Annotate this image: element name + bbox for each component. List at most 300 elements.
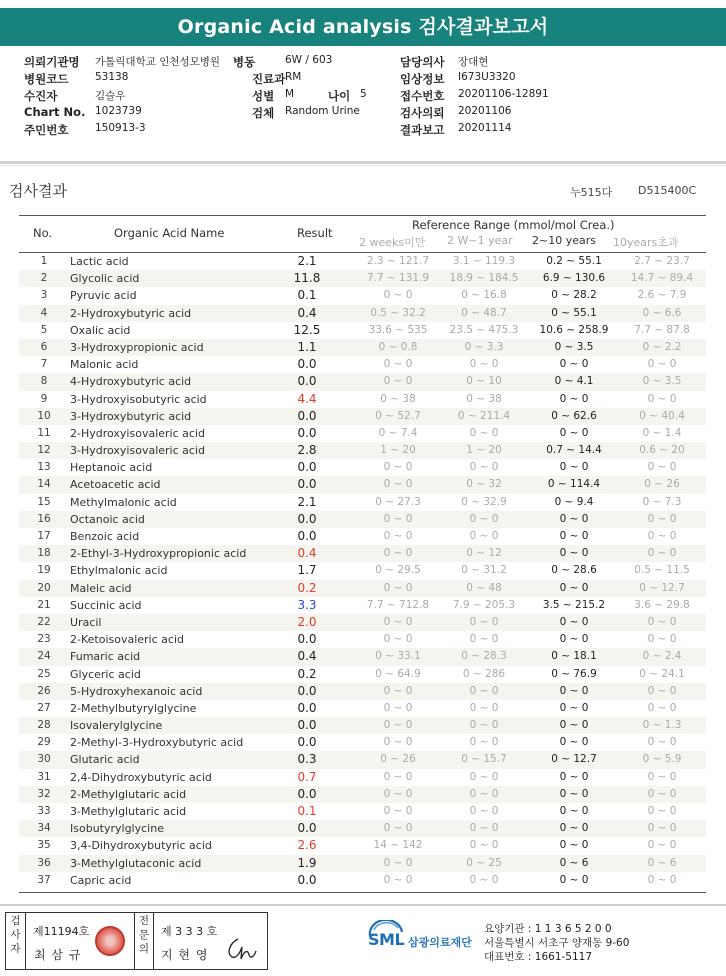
row-range-under-2-weeks: 0 ~ 0 <box>383 461 413 474</box>
institution-value: 가톨릭대학교 인천성모병원 <box>95 56 221 68</box>
row-range-2-10y: 0 ~ 0 <box>559 530 589 542</box>
row-acid-name: Octanoic acid <box>70 512 145 526</box>
row-no: 37 <box>37 873 51 886</box>
row-range-over-10y: 0 ~ 7.3 <box>642 495 682 508</box>
row-range-under-2-weeks: 0 ~ 0 <box>383 822 413 835</box>
row-result: 0.2 <box>297 580 317 595</box>
row-range-2w-1y: 0 ~ 0 <box>469 736 499 749</box>
row-result: 0.0 <box>297 529 317 543</box>
row-range-over-10y: 0 ~ 0 <box>647 358 677 371</box>
header-name: Organic Acid Name <box>114 226 225 240</box>
table-row <box>19 837 706 854</box>
table-row <box>19 373 706 390</box>
tester-label-char: 검 <box>10 915 21 927</box>
hospital-code-value: 53138 <box>95 71 129 83</box>
row-range-over-10y: 0 ~ 0 <box>647 805 677 817</box>
row-acid-name: Capric acid <box>70 873 132 887</box>
clinical-info-value: I673U3320 <box>458 71 516 83</box>
row-range-2w-1y: 7.9 ~ 205.3 <box>452 598 516 611</box>
row-range-over-10y: 0 ~ 2.2 <box>642 340 682 353</box>
table-bottom-line <box>19 892 706 893</box>
row-range-under-2-weeks: 2.3 ~ 121.7 <box>366 255 430 267</box>
row-result: 0.0 <box>297 408 317 423</box>
row-range-2w-1y: 0 ~ 0 <box>469 633 499 646</box>
row-range-2w-1y: 0 ~ 0 <box>469 530 499 542</box>
row-range-2-10y: 0 ~ 0 <box>559 633 589 646</box>
row-range-2w-1y: 0 ~ 0 <box>469 615 499 628</box>
id-no-label: 주민번호 <box>24 123 69 137</box>
header-range-over-10y: 10years초과 <box>613 236 679 249</box>
request-date-label: 검사의뢰 <box>400 106 445 120</box>
row-range-under-2-weeks: 0 ~ 0 <box>383 787 413 800</box>
row-result: 0.0 <box>297 735 317 750</box>
row-range-2-10y: 6.9 ~ 130.6 <box>542 272 606 285</box>
row-range-2w-1y: 0 ~ 0 <box>469 426 499 439</box>
row-acid-name: 4-Hydroxybutyric acid <box>70 375 192 389</box>
row-range-under-2-weeks: 0 ~ 0 <box>383 719 413 732</box>
row-no: 12 <box>37 444 51 457</box>
row-range-2w-1y: 0 ~ 3.3 <box>464 340 504 353</box>
row-range-2w-1y: 0 ~ 32 <box>466 478 502 491</box>
row-result: 0.7 <box>297 769 317 784</box>
row-range-2-10y: 0 ~ 0 <box>559 736 589 749</box>
row-range-2w-1y: 0 ~ 15.7 <box>461 753 507 766</box>
row-no: 4 <box>40 306 48 319</box>
row-range-2w-1y: 0 ~ 0 <box>469 701 499 714</box>
table-row <box>19 442 706 459</box>
specimen-value: Random Urine <box>285 105 360 117</box>
row-no: 33 <box>37 805 51 817</box>
table-row <box>19 855 706 872</box>
signature-box <box>5 912 268 970</box>
row-range-under-2-weeks: 0 ~ 0 <box>383 770 413 783</box>
table-row <box>19 425 706 442</box>
table-row <box>19 511 706 528</box>
reviewer-label-char: 문 <box>138 929 150 941</box>
row-range-under-2-weeks: 0 ~ 0 <box>383 615 413 628</box>
table-row <box>19 408 706 425</box>
row-acid-name: 2-Methylglutaric acid <box>70 787 187 801</box>
row-result: 0.0 <box>297 718 317 733</box>
row-no: 3 <box>40 289 48 302</box>
table-row <box>19 545 706 562</box>
row-no: 35 <box>37 839 51 852</box>
sex-value: M <box>285 88 295 100</box>
row-range-2w-1y: 0 ~ 0 <box>469 770 499 783</box>
row-range-2w-1y: 0 ~ 0 <box>469 512 499 525</box>
row-range-over-10y: 0 ~ 3.5 <box>642 375 682 388</box>
row-range-2w-1y: 0 ~ 0 <box>469 461 499 474</box>
row-range-under-2-weeks: 7.7 ~ 131.9 <box>366 272 430 285</box>
row-no: 15 <box>37 495 51 508</box>
row-acid-name: 2-Ketoisovaleric acid <box>70 633 184 647</box>
row-range-over-10y: 0 ~ 1.3 <box>642 719 682 732</box>
row-result: 0.0 <box>297 425 317 440</box>
row-range-2w-1y: 0 ~ 0 <box>469 358 499 371</box>
table-row <box>19 820 706 837</box>
row-range-2w-1y: 0 ~ 211.4 <box>457 409 511 422</box>
row-no: 1 <box>40 255 48 267</box>
row-acid-name: 5-Hydroxyhexanoic acid <box>70 684 203 698</box>
row-result: 2.1 <box>297 254 317 268</box>
row-no: 6 <box>40 340 48 353</box>
org-address: 서울특별시 서초구 양재동 9-60 <box>484 937 630 949</box>
row-no: 10 <box>37 409 51 422</box>
clinical-info-label: 임상정보 <box>400 72 445 86</box>
row-range-over-10y: 0 ~ 0 <box>647 770 677 783</box>
row-range-under-2-weeks: 7.7 ~ 712.8 <box>366 598 430 611</box>
row-range-2-10y: 0 ~ 0 <box>559 581 589 594</box>
row-range-over-10y: 0 ~ 6.6 <box>642 306 682 319</box>
row-range-under-2-weeks: 0 ~ 0 <box>383 581 413 594</box>
row-range-2-10y: 0 ~ 0 <box>559 547 589 560</box>
row-result: 11.8 <box>293 271 321 286</box>
row-range-under-2-weeks: 0 ~ 33.1 <box>375 650 421 663</box>
row-acid-name: Maleic acid <box>70 581 132 595</box>
footer <box>0 908 726 976</box>
row-range-over-10y: 2.6 ~ 7.9 <box>637 289 687 302</box>
row-acid-name: 2-Ethyl-3-Hydroxypropionic acid <box>70 547 247 561</box>
row-range-over-10y: 0 ~ 0 <box>647 530 677 542</box>
row-range-2-10y: 0 ~ 9.4 <box>554 495 594 508</box>
table-row <box>19 734 706 751</box>
row-acid-name: 2-Hydroxyisovaleric acid <box>70 426 205 440</box>
table-row <box>19 322 706 339</box>
row-range-over-10y: 0 ~ 0 <box>647 787 677 800</box>
row-range-2-10y: 0 ~ 76.9 <box>551 667 597 680</box>
row-range-2-10y: 0.7 ~ 14.4 <box>546 444 602 457</box>
row-result: 0.4 <box>297 649 317 664</box>
row-range-over-10y: 0 ~ 2.4 <box>642 650 682 663</box>
row-range-under-2-weeks: 0 ~ 0 <box>383 547 413 560</box>
table-header <box>19 216 706 252</box>
row-acid-name: Oxalic acid <box>70 323 131 337</box>
row-range-over-10y: 0 ~ 24.1 <box>639 667 685 680</box>
row-range-2-10y: 0 ~ 28.6 <box>551 564 597 577</box>
row-result: 0.0 <box>297 786 317 801</box>
row-no: 26 <box>37 684 51 697</box>
row-result: 0.1 <box>297 804 317 818</box>
row-no: 21 <box>37 598 51 611</box>
row-range-2w-1y: 0 ~ 12 <box>466 547 502 560</box>
row-range-2w-1y: 0 ~ 48.7 <box>461 306 507 319</box>
section-title: 검사결과 <box>9 182 67 200</box>
row-range-2-10y: 0 ~ 114.4 <box>547 478 601 491</box>
row-range-2-10y: 0 ~ 18.1 <box>551 650 597 663</box>
report-code-left: 누515다 <box>570 186 613 199</box>
row-range-2-10y: 0 ~ 0 <box>559 839 589 852</box>
row-range-under-2-weeks: 0 ~ 0 <box>383 375 413 388</box>
row-range-2-10y: 3.5 ~ 215.2 <box>542 598 606 611</box>
doctor-value: 장대현 <box>458 56 489 68</box>
row-result: 2.1 <box>297 494 317 509</box>
table-row <box>19 614 706 631</box>
row-range-over-10y: 2.7 ~ 23.7 <box>634 255 690 267</box>
row-range-2w-1y: 0 ~ 16.8 <box>461 289 507 302</box>
report-code-right: D515400C <box>638 184 697 197</box>
table-row <box>19 528 706 545</box>
row-range-2w-1y: 0 ~ 286 <box>462 667 506 680</box>
row-range-under-2-weeks: 0 ~ 0.8 <box>378 340 418 353</box>
row-result: 0.0 <box>297 357 317 372</box>
row-acid-name: 3-Hydroxyisovaleric acid <box>70 444 205 458</box>
dept-value: RM <box>285 71 302 83</box>
table-row <box>19 872 706 889</box>
row-range-over-10y: 0 ~ 40.4 <box>639 409 685 422</box>
row-result: 0.1 <box>297 288 317 303</box>
row-acid-name: Isobutyrylglycine <box>70 822 164 836</box>
age-value: 5 <box>360 88 367 100</box>
row-range-over-10y: 0 ~ 0 <box>647 822 677 835</box>
header-range-2-10y: 2~10 years <box>532 234 596 247</box>
row-range-2-10y: 0 ~ 3.5 <box>554 340 594 353</box>
row-acid-name: Glutaric acid <box>70 753 140 767</box>
table-row <box>19 494 706 511</box>
row-range-2-10y: 0 ~ 0 <box>559 770 589 783</box>
reviewer-label-char: 의 <box>138 943 150 955</box>
table-row <box>19 666 706 683</box>
receipt-no-value: 20201106-12891 <box>458 88 549 100</box>
row-range-2w-1y: 0 ~ 31.2 <box>461 564 507 577</box>
tester-label <box>6 913 26 969</box>
row-range-under-2-weeks: 0 ~ 52.7 <box>375 409 421 422</box>
row-range-under-2-weeks: 0 ~ 0 <box>383 358 413 371</box>
row-range-under-2-weeks: 0 ~ 27.3 <box>375 495 421 508</box>
row-range-2w-1y: 0 ~ 32.9 <box>461 495 507 508</box>
row-range-under-2-weeks: 0 ~ 0 <box>383 530 413 542</box>
table-row <box>19 339 706 356</box>
table-row <box>19 476 706 493</box>
row-range-under-2-weeks: 0 ~ 0 <box>383 701 413 714</box>
divider <box>0 904 726 906</box>
row-range-over-10y: 0 ~ 0 <box>647 461 677 474</box>
table-row <box>19 786 706 803</box>
row-acid-name: Uracil <box>70 615 102 629</box>
row-range-over-10y: 0 ~ 0 <box>647 736 677 749</box>
row-range-over-10y: 0 ~ 0 <box>647 547 677 560</box>
table-row <box>19 580 706 597</box>
row-no: 17 <box>37 530 51 542</box>
row-range-under-2-weeks: 0 ~ 0 <box>383 512 413 525</box>
tester-name: 최 삼 규 <box>34 948 82 962</box>
row-no: 14 <box>37 478 51 491</box>
row-result: 0.0 <box>297 632 317 647</box>
row-no: 9 <box>40 392 48 405</box>
row-result: 0.2 <box>297 666 317 681</box>
table-row <box>19 356 706 373</box>
row-range-over-10y: 0 ~ 0 <box>647 633 677 646</box>
table-row <box>19 459 706 476</box>
table-row <box>19 287 706 304</box>
row-range-over-10y: 0 ~ 0 <box>647 873 677 886</box>
row-range-over-10y: 0 ~ 0 <box>647 615 677 628</box>
request-date-value: 20201106 <box>458 105 512 117</box>
row-result: 4.4 <box>297 391 317 406</box>
row-range-over-10y: 0.6 ~ 20 <box>639 444 685 457</box>
table-row <box>19 562 706 579</box>
row-acid-name: 3-Hydroxybutyric acid <box>70 409 192 423</box>
row-result: 0.0 <box>297 821 317 836</box>
row-no: 28 <box>37 719 51 732</box>
row-acid-name: Glyceric acid <box>70 667 141 681</box>
row-acid-name: Benzoic acid <box>70 530 140 543</box>
table-row <box>19 803 706 820</box>
row-range-2w-1y: 0 ~ 0 <box>469 684 499 697</box>
row-result: 2.8 <box>297 443 317 458</box>
row-no: 34 <box>37 822 51 835</box>
row-result: 0.4 <box>297 305 317 320</box>
header-result: Result <box>297 226 333 240</box>
row-acid-name: 3-Hydroxyisobutyric acid <box>70 392 207 406</box>
table-row <box>19 683 706 700</box>
chart-no-label: Chart No. <box>24 105 86 119</box>
row-range-under-2-weeks: 0 ~ 0 <box>383 633 413 646</box>
row-range-under-2-weeks: 0 ~ 26 <box>380 753 416 766</box>
row-no: 7 <box>40 358 48 371</box>
row-acid-name: 3-Methylglutaconic acid <box>70 856 202 870</box>
row-no: 13 <box>37 461 51 474</box>
row-range-2-10y: 0 ~ 12.7 <box>551 753 597 766</box>
row-acid-name: 3-Hydroxypropionic acid <box>70 340 204 354</box>
row-no: 24 <box>37 650 51 663</box>
report-date-label: 결과보고 <box>400 123 445 137</box>
row-range-over-10y: 0 ~ 0 <box>647 701 677 714</box>
row-no: 31 <box>37 770 51 783</box>
row-no: 32 <box>37 787 51 800</box>
tester-label-char: 자 <box>10 943 21 955</box>
report-title: Organic Acid analysis 검사결과보고서 <box>0 8 726 46</box>
row-range-under-2-weeks: 0.5 ~ 32.2 <box>370 306 426 319</box>
row-range-over-10y: 3.6 ~ 29.8 <box>634 598 690 611</box>
row-result: 1.1 <box>297 339 317 354</box>
row-range-over-10y: 0 ~ 0 <box>647 839 677 852</box>
tester-label-char: 사 <box>10 929 21 941</box>
row-range-under-2-weeks: 0 ~ 64.9 <box>375 667 421 680</box>
report-date-value: 20201114 <box>458 122 512 134</box>
row-result: 0.0 <box>297 374 317 389</box>
row-acid-name: Methylmalonic acid <box>70 495 177 509</box>
row-range-under-2-weeks: 0 ~ 0 <box>383 805 413 817</box>
row-no: 2 <box>40 272 48 285</box>
row-range-2-10y: 0 ~ 4.1 <box>554 375 594 388</box>
row-result: 0.4 <box>297 546 317 561</box>
row-range-over-10y: 0 ~ 0 <box>647 392 677 405</box>
row-acid-name: Heptanoic acid <box>70 461 153 475</box>
row-result: 3.3 <box>297 597 317 612</box>
ward-label: 병동 <box>233 55 256 69</box>
header-reference-range: Reference Range (mmol/mol Crea.) <box>412 218 615 232</box>
row-acid-name: Fumaric acid <box>70 650 141 664</box>
row-range-over-10y: 0 ~ 6 <box>647 856 677 869</box>
row-range-2w-1y: 0 ~ 25 <box>466 856 502 869</box>
results-table <box>19 253 706 889</box>
row-range-2-10y: 0 ~ 0 <box>559 512 589 525</box>
row-result: 0.0 <box>297 477 317 492</box>
row-result: 12.5 <box>293 322 321 337</box>
row-no: 8 <box>40 375 48 388</box>
row-range-2w-1y: 3.1 ~ 119.3 <box>452 255 516 267</box>
row-result: 0.0 <box>297 683 317 698</box>
row-range-2-10y: 0 ~ 55.1 <box>551 306 597 319</box>
row-range-2w-1y: 0 ~ 0 <box>469 787 499 800</box>
row-range-over-10y: 0 ~ 1.4 <box>642 426 682 439</box>
table-row <box>19 751 706 768</box>
seal-stamp <box>95 926 125 956</box>
sml-logo-text: SML <box>368 930 405 949</box>
row-range-under-2-weeks: 14 ~ 142 <box>373 839 423 852</box>
row-range-under-2-weeks: 1 ~ 20 <box>380 444 416 457</box>
row-acid-name: 2-Hydroxybutyric acid <box>70 306 192 320</box>
row-range-under-2-weeks: 0 ~ 0 <box>383 478 413 491</box>
table-row <box>19 631 706 648</box>
hospital-code-label: 병원코드 <box>24 72 69 86</box>
row-range-over-10y: 14.7 ~ 89.4 <box>630 272 694 285</box>
row-acid-name: 2-Methyl-3-Hydroxybutyric acid <box>70 736 244 750</box>
row-no: 19 <box>37 564 51 577</box>
row-range-2w-1y: 0 ~ 48 <box>466 581 502 594</box>
row-acid-name: Glycolic acid <box>70 272 140 286</box>
row-range-2-10y: 0 ~ 0 <box>559 461 589 474</box>
row-range-2w-1y: 1 ~ 20 <box>466 444 502 457</box>
row-range-2-10y: 0 ~ 0 <box>559 358 589 371</box>
row-result: 0.0 <box>297 460 317 475</box>
row-range-over-10y: 0 ~ 26 <box>644 478 680 491</box>
row-range-2-10y: 10.6 ~ 258.9 <box>539 323 609 336</box>
sex-label: 성별 <box>252 89 275 103</box>
row-acid-name: 2,4-Dihydroxybutyric acid <box>70 770 212 784</box>
row-range-under-2-weeks: 0 ~ 0 <box>383 289 413 302</box>
row-result: 0.0 <box>297 700 317 715</box>
table-row <box>19 648 706 665</box>
row-range-under-2-weeks: 0 ~ 0 <box>383 736 413 749</box>
table-row <box>19 700 706 717</box>
row-range-over-10y: 0 ~ 12.7 <box>639 581 685 594</box>
row-no: 27 <box>37 701 51 714</box>
reviewer-name: 지 현 영 <box>161 948 209 962</box>
row-acid-name: 2-Methylbutyrylglycine <box>70 701 197 715</box>
row-acid-name: Succinic acid <box>70 598 142 612</box>
row-range-2-10y: 0 ~ 6 <box>559 856 589 869</box>
table-row <box>19 253 706 270</box>
table-row <box>19 769 706 786</box>
doctor-label: 담당의사 <box>400 55 445 69</box>
row-range-2w-1y: 0 ~ 0 <box>469 873 499 886</box>
row-range-2-10y: 0 ~ 0 <box>559 684 589 697</box>
row-range-2w-1y: 0 ~ 0 <box>469 839 499 852</box>
institution-label: 의뢰기관명 <box>24 55 80 69</box>
row-range-under-2-weeks: 0 ~ 0 <box>383 873 413 886</box>
row-range-2-10y: 0.2 ~ 55.1 <box>546 255 602 267</box>
row-no: 25 <box>37 667 51 680</box>
table-row <box>19 717 706 734</box>
row-range-2-10y: 0 ~ 0 <box>559 426 589 439</box>
reviewer-id: 제 3 3 3 호 <box>161 925 218 938</box>
row-range-2-10y: 0 ~ 0 <box>559 701 589 714</box>
row-range-under-2-weeks: 0 ~ 0 <box>383 684 413 697</box>
row-range-2w-1y: 18.9 ~ 184.5 <box>449 272 519 285</box>
header-range-under-2-weeks: 2 weeks미만 <box>359 236 426 249</box>
row-range-2-10y: 0 ~ 62.6 <box>551 409 597 422</box>
row-range-2w-1y: 0 ~ 38 <box>466 392 502 405</box>
header-range-2w-1y: 2 W~1 year <box>447 234 513 247</box>
row-result: 0.0 <box>297 511 317 526</box>
reviewer-label-char: 전 <box>138 915 150 927</box>
row-no: 20 <box>37 581 51 594</box>
divider <box>0 161 726 164</box>
chart-no-value: 1023739 <box>95 105 142 117</box>
table-row <box>19 391 706 408</box>
row-range-under-2-weeks: 33.6 ~ 535 <box>368 323 428 336</box>
